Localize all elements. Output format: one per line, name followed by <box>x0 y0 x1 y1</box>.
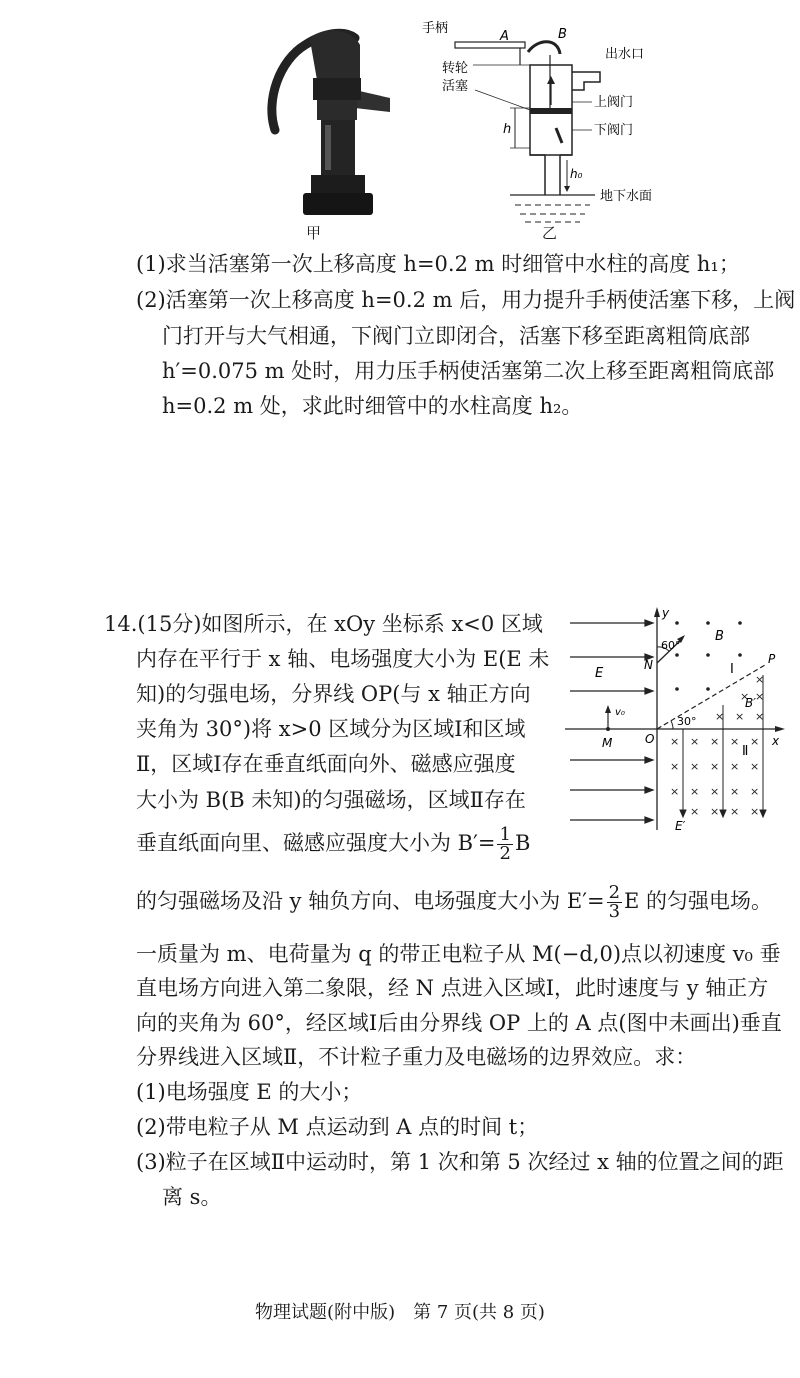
fig-n-label: N <box>644 658 653 672</box>
svg-text:×: × <box>670 785 680 798</box>
q14-intro-line4: 夹角为 30°)将 x>0 区域分为区域Ⅰ和区域 <box>136 717 526 741</box>
q14-sub3-line1: (3)粒子在区域Ⅱ中运动时，第 1 次和第 5 次经过 x 轴的位置之间的距 <box>136 1150 784 1174</box>
label-outlet: 出水口 <box>605 47 645 62</box>
fig-angle30-label: 30° <box>677 715 697 728</box>
q14-intro-line5: Ⅱ，区域Ⅰ存在垂直纸面向外、磁感应强度 <box>136 752 516 776</box>
q14-body-line3: 向的夹角为 60°，经区域Ⅰ后由分界线 OP 上的 A 点(图中未画出)垂直 <box>136 1011 782 1035</box>
svg-text:×: × <box>730 785 740 798</box>
page-footer: 物理试题(附中版) 第 7 页(共 8 页) <box>255 1302 545 1323</box>
q14-line8 <box>136 884 772 921</box>
svg-text:×: × <box>730 735 740 748</box>
svg-text:×: × <box>690 760 700 773</box>
q14-intro-line2: 内存在平行于 x 轴、电场强度大小为 E(E 未 <box>136 647 550 671</box>
q13-sub1: (1)求当活塞第一次上移高度 h=0.2 m 时细管中水柱的高度 h₁； <box>136 252 740 276</box>
svg-text:×: × <box>755 710 765 723</box>
svg-text:×: × <box>710 735 720 748</box>
fig-o-label: O <box>645 732 655 746</box>
q14-line8-suffix: E 的匀强电场。 <box>624 889 773 913</box>
label-lower-valve: 下阀门 <box>594 123 634 138</box>
svg-text:×: × <box>710 785 720 798</box>
fig-b-label: B <box>715 629 724 644</box>
q14-body-line2: 直电场方向进入第二象限，经 N 点进入区域Ⅰ，此时速度与 y 轴正方 <box>136 976 769 1000</box>
label-b: B <box>558 27 567 42</box>
fig-m-label: M <box>602 736 613 750</box>
svg-text:×: × <box>670 760 680 773</box>
svg-text:×: × <box>690 785 700 798</box>
svg-text:×: × <box>735 710 745 723</box>
q13-sub2-line2: 门打开与大气相通，下阀门立即闭合，活塞下移至距离粗筒底部 <box>162 324 750 348</box>
q14-line7-prefix: 垂直纸面向里、磁感应强度大小为 B′= <box>136 831 496 855</box>
fig-e-label: E <box>595 666 604 681</box>
pump-photo <box>255 20 395 220</box>
q14-line8-prefix: 的匀强磁场及沿 y 轴负方向、电场强度大小为 E′= <box>136 889 605 913</box>
svg-text:×: × <box>755 673 765 686</box>
photo-caption: 甲 <box>306 224 322 242</box>
svg-text:×: × <box>750 785 760 798</box>
q14-intro-line1: 14.(15分)如图所示，在 xOy 坐标系 x<0 区域 <box>104 612 543 636</box>
svg-text:×: × <box>750 760 760 773</box>
q14-intro-line3: 知)的匀强电场，分界线 OP(与 x 轴正方向 <box>136 682 531 706</box>
q13-sub2-line4: h=0.2 m 处，求此时细管中的水柱高度 h₂。 <box>162 394 583 418</box>
label-upper-valve: 上阀门 <box>594 95 634 110</box>
q14-line7-suffix: B <box>514 831 531 855</box>
frac-half: $\frac{1}{2}$ <box>499 824 511 864</box>
fig-region1-label: Ⅰ <box>730 662 734 677</box>
q14-body-line4: 分界线进入区域Ⅱ，不计粒子重力及电磁场的边界效应。求： <box>136 1045 697 1069</box>
q14-sub1: (1)电场强度 E 的大小； <box>136 1080 363 1104</box>
svg-text:×: × <box>740 690 750 703</box>
label-h0: h₀ <box>570 167 583 181</box>
fig-v0-label: v₀ <box>615 707 625 718</box>
svg-text:×: × <box>710 760 720 773</box>
fig-y-label: y <box>662 606 670 620</box>
svg-text:×: × <box>670 735 680 748</box>
fig-angle60-label: 60° <box>661 639 681 652</box>
q14-body-line1: 一质量为 m、电荷量为 q 的带正电粒子从 M(−d,0)点以初速度 v₀ 垂 <box>136 942 781 966</box>
svg-text:×: × <box>730 805 740 818</box>
q14-line7 <box>136 826 530 863</box>
q14-sub2: (2)带电粒子从 M 点运动到 A 点的时间 t； <box>136 1115 539 1139</box>
fig-p-label: P <box>768 652 776 666</box>
svg-text:×: × <box>710 805 720 818</box>
fig-bprime-label: B′ <box>745 696 756 710</box>
svg-text:×: × <box>750 735 760 748</box>
label-h: h <box>503 122 512 137</box>
label-piston: 活塞 <box>442 79 469 94</box>
svg-text:×: × <box>690 735 700 748</box>
fig-region2-label: Ⅱ <box>742 744 749 759</box>
svg-text:×: × <box>755 690 765 703</box>
q13-sub2-line1: (2)活塞第一次上移高度 h=0.2 m 后，用力提升手柄使活塞下移，上阀 <box>136 288 796 312</box>
field-diagram <box>565 605 785 830</box>
fig-eprime-label: E′ <box>675 819 686 830</box>
svg-text:×: × <box>715 710 725 723</box>
svg-text:×: × <box>690 805 700 818</box>
diagram-caption: 乙 <box>542 224 558 242</box>
q14-sub3-line2: 离 s。 <box>162 1185 222 1209</box>
label-wheel: 转轮 <box>442 61 469 76</box>
label-handle: 手柄 <box>422 21 449 36</box>
frac-two-thirds: $\frac{2}{3}$ <box>608 882 621 922</box>
pump-diagram <box>420 10 660 230</box>
svg-text:×: × <box>750 805 760 818</box>
svg-text:×: × <box>730 760 740 773</box>
label-water-surface: 地下水面 <box>600 189 653 204</box>
label-a: A <box>500 29 509 44</box>
fig-x-label: x <box>772 734 780 748</box>
q13-sub2-line3: h′=0.075 m 处时，用力压手柄使活塞第二次上移至距离粗筒底部 <box>162 359 775 383</box>
q14-intro-line6: 大小为 B(B 未知)的匀强磁场，区域Ⅱ存在 <box>136 788 526 812</box>
